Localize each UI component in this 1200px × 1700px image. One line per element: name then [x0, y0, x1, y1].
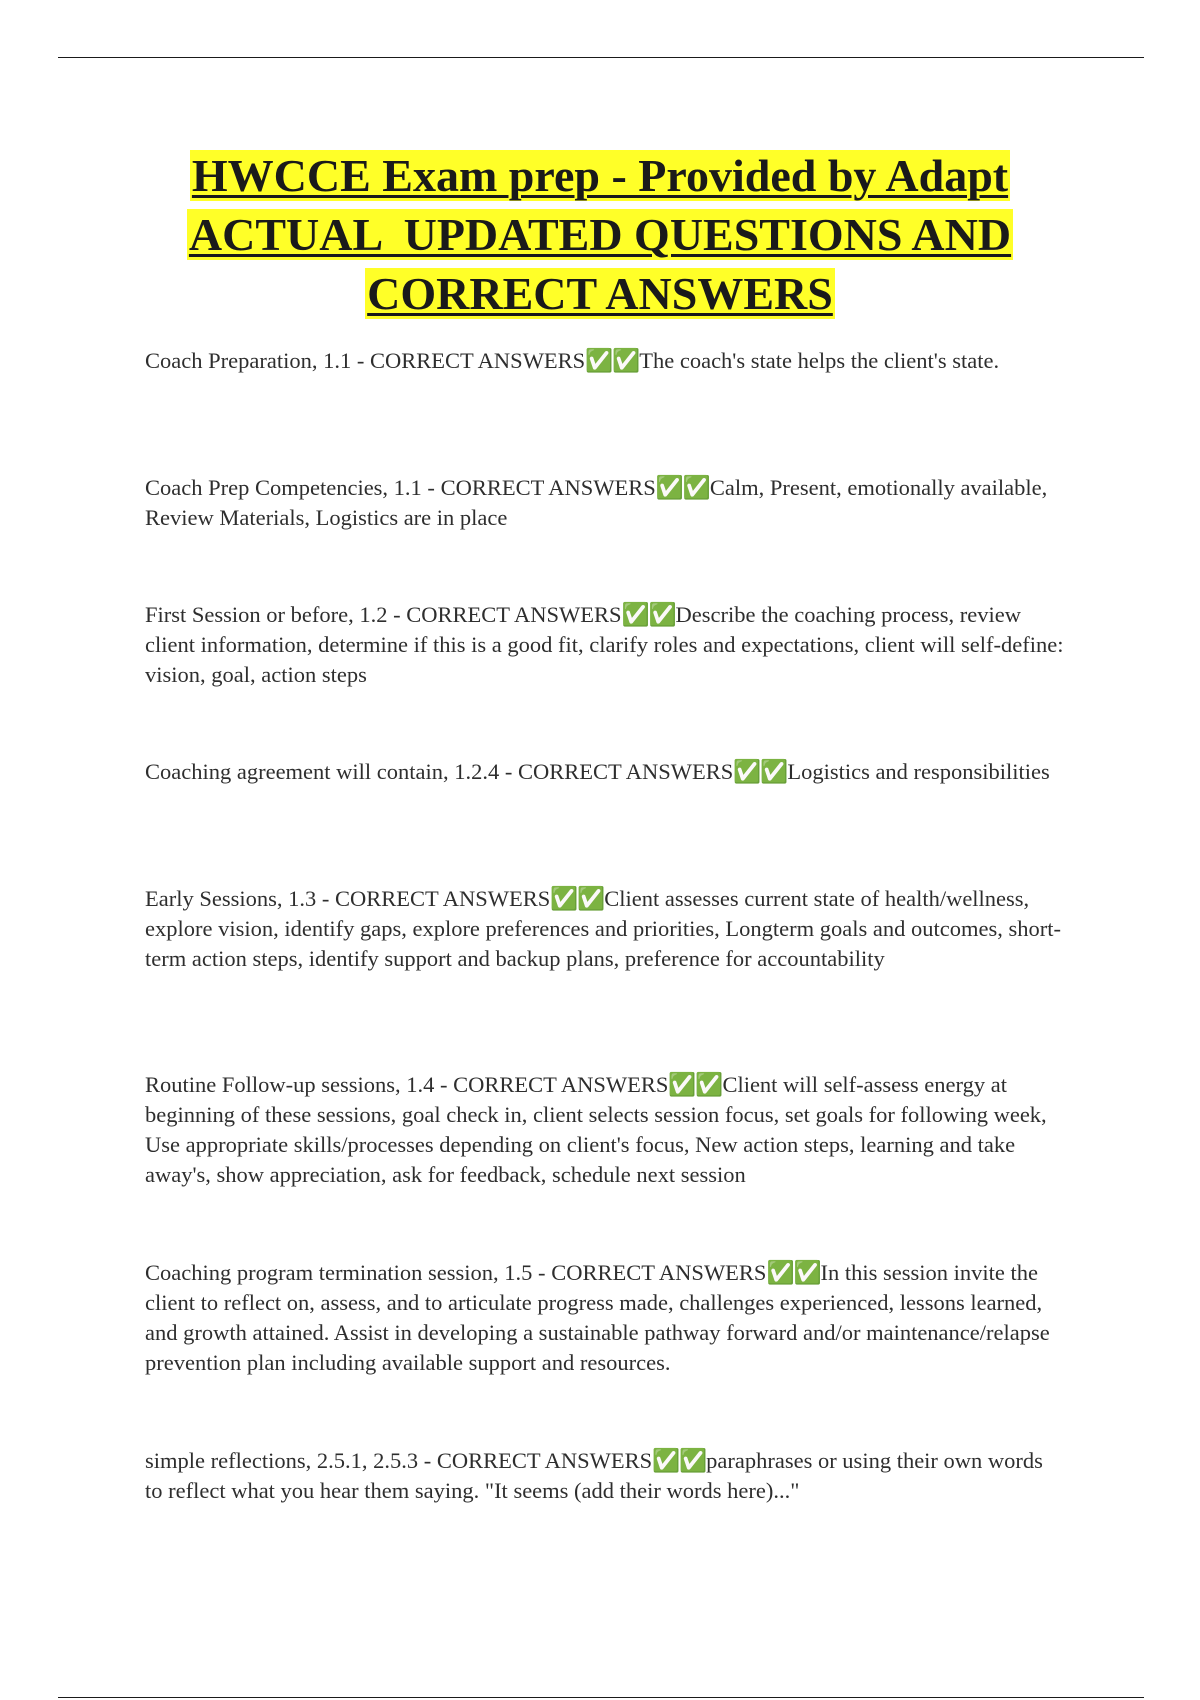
answer: Describe the coaching process, review client information, determine if this is a good fit, clarify roles and expectations, client will self-define: vision, goal, action steps: [145, 602, 1064, 687]
answer: The coach's state helps the client's state.: [639, 348, 1000, 373]
qa-item-8: [145, 1446, 1065, 1506]
answer: Client assesses current state of health/wellness, explore vision, identify gaps, explore preferences and priorities, Longterm goals and outcomes, short-term action steps, identify support and backup plans, preference for accountability: [145, 886, 1061, 971]
answer: In this session invite the client to reflect on, assess, and to articulate progress made, challenges experienced, lessons learned, and growth attained. Assist in developing a sustainable pathway forward and/or maintenance/relapse prevention plan including available support and resources.: [145, 1260, 1050, 1375]
title-line-1: HWCCE Exam prep - Provided by Adapt: [191, 150, 1009, 201]
question: Early Sessions, 1.3 -: [145, 886, 335, 911]
answer-marker: CORRECT ANSWERS: [436, 1448, 653, 1473]
qa-item-1: [145, 346, 1065, 376]
answer-marker: CORRECT ANSWERS: [369, 348, 586, 373]
question: First Session or before, 1.2 -: [145, 602, 407, 627]
qa-item-5: [145, 884, 1065, 974]
qa-item-3: [145, 600, 1065, 690]
answer: Calm, Present, emotionally available, Review Materials, Logistics are in place: [145, 475, 1048, 530]
answer-marker: CORRECT ANSWERS: [453, 1072, 669, 1097]
qa-item-6: [145, 1070, 1065, 1190]
question: simple reflections, 2.5.1, 2.5.3 -: [145, 1448, 437, 1473]
answer: paraphrases or using their own words to reflect what you hear them saying. "It seems (add their words here)...": [145, 1448, 1043, 1503]
title-line-2: ACTUAL UPDATED QUESTIONS AND: [188, 209, 1012, 260]
check-icon: ✅✅: [668, 1072, 723, 1097]
bottom-rule: [58, 1697, 1144, 1698]
answer-marker: CORRECT ANSWERS: [335, 886, 551, 911]
question: Routine Follow-up sessions, 1.4 -: [145, 1072, 454, 1097]
question: Coach Preparation, 1.1 -: [145, 348, 370, 373]
check-icon: ✅✅: [652, 1448, 707, 1473]
check-icon: ✅✅: [550, 886, 605, 911]
answer-marker: CORRECT ANSWERS: [518, 759, 734, 784]
check-icon: ✅✅: [655, 475, 710, 500]
check-icon: ✅✅: [585, 348, 640, 373]
document-title: [100, 146, 1100, 323]
answer: Logistics and responsibilities: [787, 759, 1050, 784]
qa-item-2: [145, 473, 1065, 533]
check-icon: ✅✅: [733, 759, 788, 784]
question: Coaching agreement will contain, 1.2.4 -: [145, 759, 519, 784]
question: Coach Prep Competencies, 1.1 -: [145, 475, 441, 500]
answer-marker: CORRECT ANSWERS: [551, 1260, 767, 1285]
answer-marker: CORRECT ANSWERS: [440, 475, 656, 500]
question: Coaching program termination session, 1.5 -: [145, 1260, 552, 1285]
answer-marker: CORRECT ANSWERS: [406, 602, 622, 627]
answer: Client will self-assess energy at beginning of these sessions, goal check in, client selects session focus, set goals for following week, Use appropriate skills/processes depending on client's focus, New action steps, learning and take away's, show appreciation, ask for feedback, schedule next session: [145, 1072, 1047, 1187]
title-line-3: CORRECT ANSWERS: [367, 268, 833, 319]
top-rule: [58, 57, 1144, 58]
check-icon: ✅✅: [766, 1260, 821, 1285]
check-icon: ✅✅: [621, 602, 676, 627]
qa-item-7: [145, 1258, 1065, 1378]
qa-item-4: [145, 757, 1065, 787]
